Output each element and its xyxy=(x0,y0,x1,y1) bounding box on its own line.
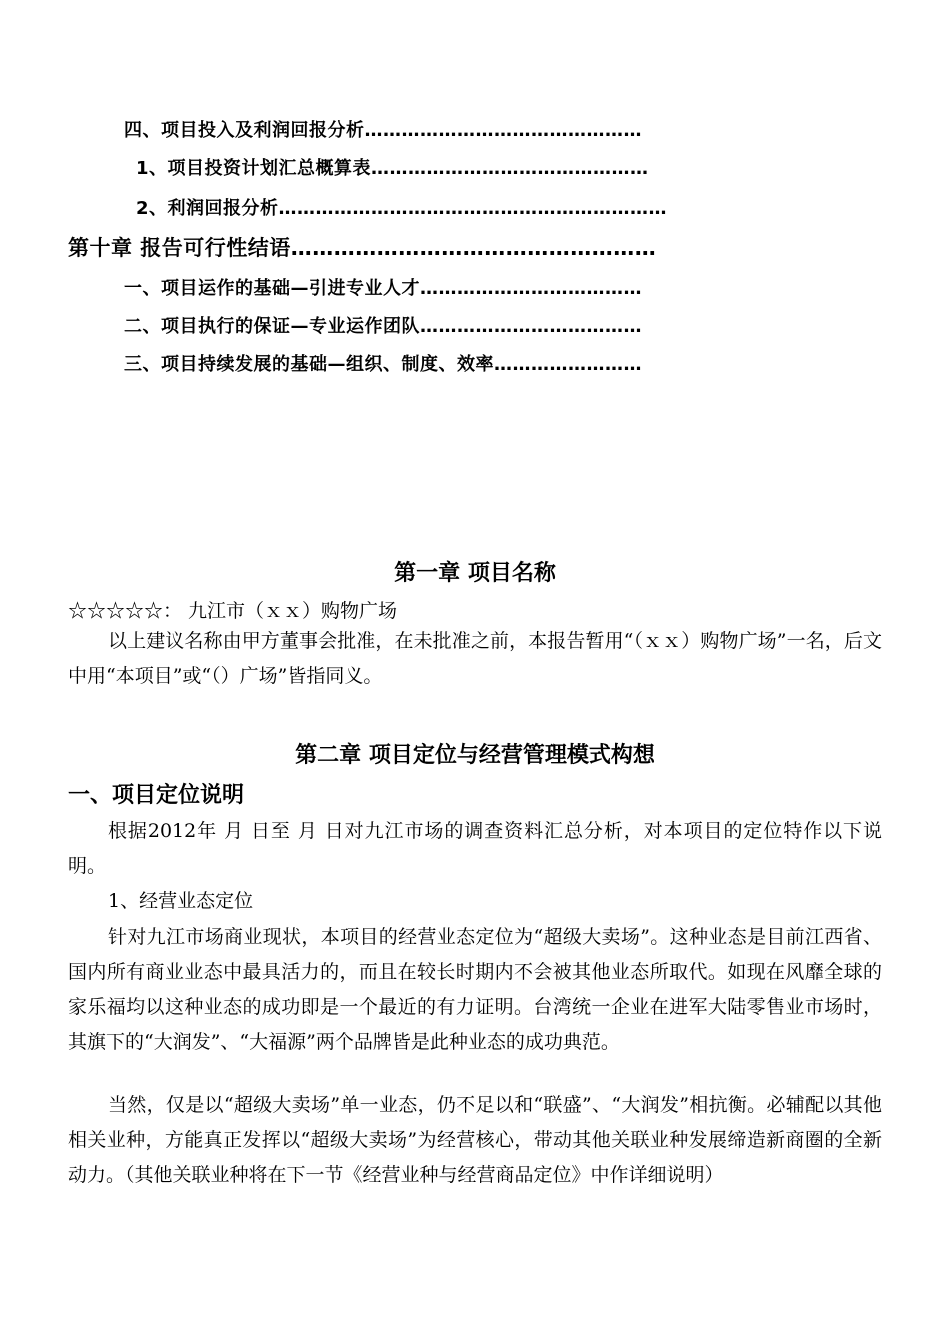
toc-item: 二、项目执行的保证—专业运作团队……………………………… xyxy=(124,316,642,337)
chapter1-paragraph: 以上建议名称由甲方董事会批准，在未批准之前，本报告暂用“（ｘｘ）购物广场”一名，后文中用“本项目”或“（）广场”皆指同义。 xyxy=(68,630,882,687)
toc-item: 2、利润回报分析……………………………………………………… xyxy=(136,198,668,219)
project-name-line: ☆☆☆☆☆： 九江市（ｘｘ）购物广场 xyxy=(68,600,398,622)
toc-item: 1、项目投资计划汇总概算表……………………………………… xyxy=(136,158,649,179)
toc-chapter: 第十章 报告可行性结语…………………………………………… xyxy=(68,236,657,260)
paragraph: 根据2012年 月 日至 月 日对九江市场的调查资料汇总分析，对本项目的定位特作以下说明。 xyxy=(68,820,882,877)
paragraph: 针对九江市场商业现状，本项目的经营业态定位为“超级大卖场”。这种业态是目前江西省、国内所有商业业态中最具活力的，而且在较长时期内不会被其他业态所取代。如现在风靡全球的家乐福均以这种业态的成功即是一个最近的有力证明。台湾统一企业在进军大陆零售业市场时，其旗下的“大润发”、“大福源”两个品牌皆是此种业态的成功典范。 xyxy=(68,926,882,1053)
toc-item: 四、项目投入及利润回报分析……………………………………… xyxy=(124,120,642,141)
paragraph: 当然，仅是以“超级大卖场”单一业态，仍不足以和“联盛”、“大润发”相抗衡。必辅配以其他相关业种，方能真正发挥以“超级大卖场”为经营核心，带动其他关联业种发展缔造新商圈的全新动力。（其他关联业种将在下一节《经营业种与经营商品定位》中作详细说明） xyxy=(68,1094,882,1186)
chapter1-title: 第一章 项目名称 xyxy=(394,561,556,586)
section-title: 一、项目定位说明 xyxy=(68,783,245,808)
chapter2-title: 第二章 项目定位与经营管理模式构想 xyxy=(295,743,655,768)
toc-item: 一、项目运作的基础—引进专业人才……………………………… xyxy=(124,278,642,299)
subsection-title: 1、经营业态定位 xyxy=(108,890,254,912)
toc-item: 三、项目持续发展的基础—组织、制度、效率…………………… xyxy=(124,354,642,375)
